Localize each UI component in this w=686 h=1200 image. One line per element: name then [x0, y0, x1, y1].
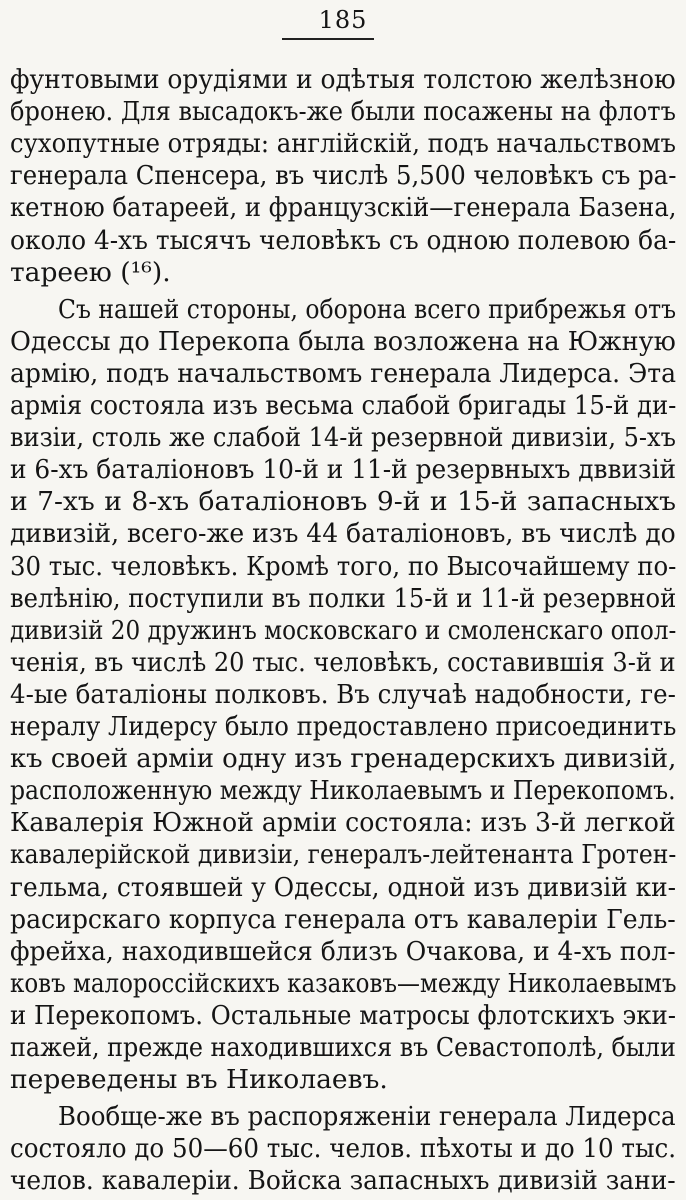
- text-line: ковъ малороссійскихъ казаковъ—между Николаевымъ: [10, 967, 677, 999]
- text-line: Кавалерія Южной арміи состояла: изъ 3-й легкой: [10, 807, 676, 839]
- text-line: дивизій, всего-же изъ 44 баталіоновъ, въ числѣ до: [10, 518, 676, 550]
- text-line: пажей, прежде находившихся въ Севастополѣ, были: [10, 1032, 676, 1063]
- text-line: состояло до 50—60 тыс. челов. пѣхоты и до 10 тыс.: [10, 1133, 677, 1165]
- text-line: армія состояла изъ весьма слабой бригады 15-й ди-: [10, 390, 677, 421]
- text-line: кетною батареей, и французскій—генерала Базена,: [10, 192, 677, 224]
- text-line: визіи, столь же слабой 14-й резервной дивизіи, 5-хъ: [10, 422, 676, 454]
- text-line: генерала Спенсера, въ числѣ 5,500 человѣкъ съ ра-: [10, 160, 677, 192]
- text-line: къ своей арміи одну изъ гренадерскихъ дивизій,: [10, 743, 677, 775]
- text-line: Съ нашей стороны, оборона всего прибрежья отъ: [58, 293, 677, 325]
- text-line: дивизій 20 дружинъ московскаго и смоленскаго опол-: [10, 614, 677, 646]
- page-number: 185: [318, 6, 368, 34]
- text-line: челов. кавалеріи. Войска запасныхъ дивизій зани-: [10, 1165, 676, 1197]
- text-line: гельма, стоявшей у Одессы, одной изъ дивизій ки-: [10, 871, 677, 903]
- text-line: и 6-хъ баталіоновъ 10-й и 11-й резервныхъ дввизій: [10, 454, 677, 486]
- text-line: 4-ые баталіоны полковъ. Въ случаѣ надобности, ге-: [10, 678, 676, 710]
- text-line: расположенную между Николаевымъ и Перекопомъ.: [10, 775, 676, 807]
- text-line: и 7-хъ и 8-хъ баталіоновъ 9-й и 15-й запасныхъ: [10, 486, 676, 518]
- text-line: около 4-хъ тысячъ человѣкъ съ одною полевою ба-: [10, 224, 677, 256]
- text-line: переведены въ Николаевъ.: [10, 1064, 388, 1096]
- text-line: бронею. Для высадокъ-же были посажены на флотъ: [10, 96, 676, 128]
- text-line: фрейха, находившейся близъ Очакова, и 4-хъ пол-: [10, 935, 676, 967]
- text-line: сухопутные отряды: англійскій, подъ начальствомъ: [10, 128, 676, 160]
- text-line: 30 тыс. человѣкъ. Кромѣ того, по Высочайшему по-: [10, 550, 677, 582]
- text-line: тареею (¹⁶).: [10, 256, 171, 288]
- text-line: велѣнію, поступили въ полки 15-й и 11-й резервной: [10, 582, 677, 614]
- text-line: расирскаго корпуса генерала отъ кавалеріи Гель-: [10, 903, 676, 935]
- text-line: Одессы до Перекопа была возложена на Южную: [10, 325, 676, 357]
- text-line: кавалерійской дивизіи, генералъ-лейтенанта Гротен-: [10, 839, 677, 871]
- text-line: Вообще-же въ распоряженіи генерала Лидерса: [58, 1101, 676, 1133]
- header-rule: [282, 38, 374, 40]
- text-line: армію, подъ начальствомъ генерала Лидерса. Эта: [10, 357, 677, 389]
- text-line: фунтовыми орудіями и одѣтыя толстою желѣзною: [10, 64, 676, 95]
- text-line: и Перекопомъ. Остальные матросы флотскихъ эки-: [10, 999, 677, 1031]
- text-line: ченія, въ числѣ 20 тыс. человѣкъ, составившія 3-й и: [10, 646, 676, 678]
- text-line: нералу Лидерсу было предоставлено присоединить: [10, 711, 677, 742]
